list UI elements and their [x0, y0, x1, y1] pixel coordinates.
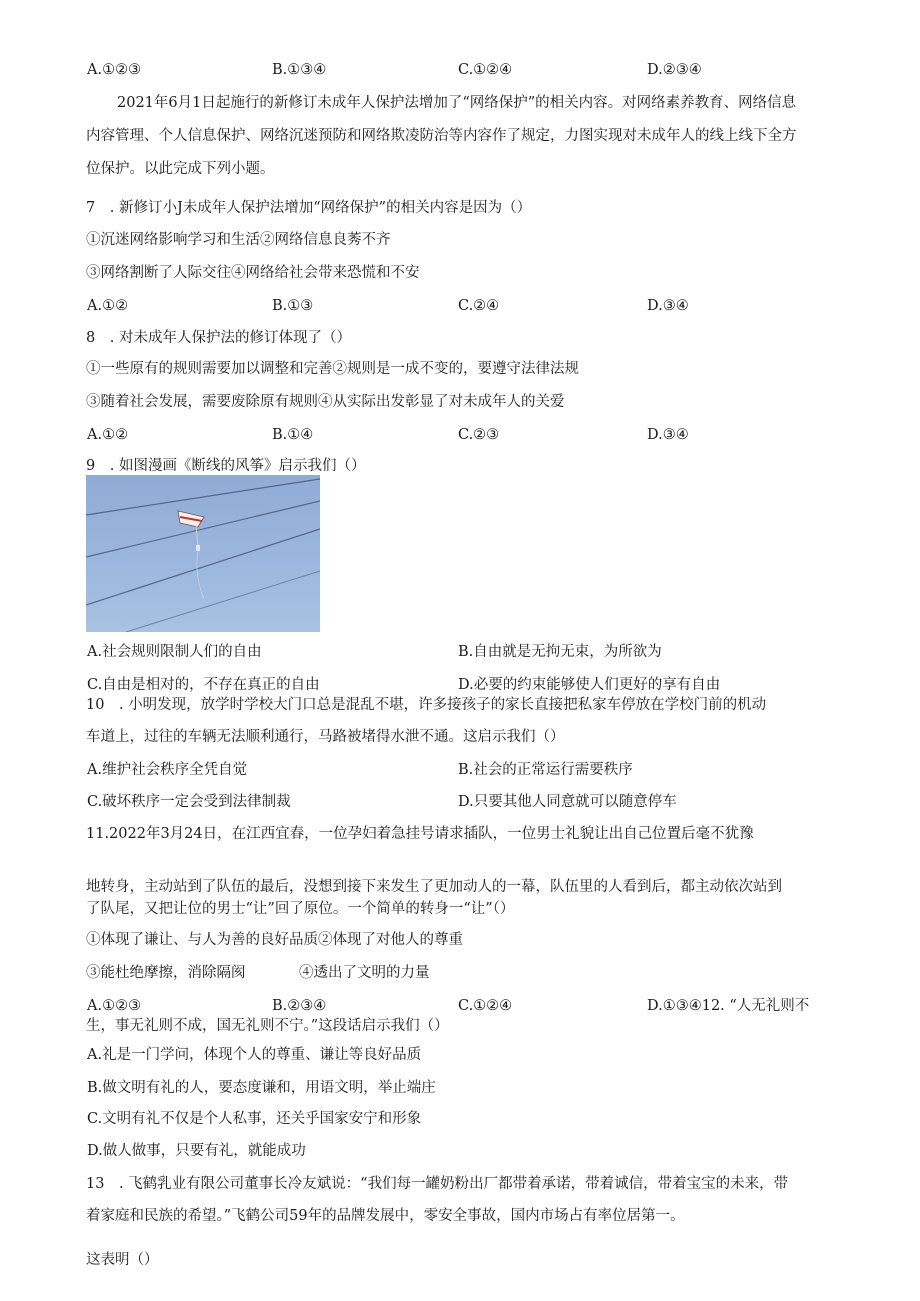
q11-option-c[interactable]: C.①②④	[458, 998, 513, 1014]
broken-kite-cartoon-image	[86, 475, 320, 632]
q8-option-d[interactable]: D.③④	[647, 427, 689, 443]
q11-stem-line-3: 了队尾，又把让位的男士“让”回了原位。一个简单的转身一“让”（）	[86, 901, 515, 917]
power-line-3	[86, 529, 320, 605]
q10-option-d[interactable]: D.只要其他人同意就可以随意停车	[458, 794, 677, 810]
q12-stem-cont: 生，事无礼则不成，国无礼则不宁。”这段话启示我们（）	[86, 1018, 449, 1034]
q10-stem-line-1: 10 . 小明发现，放学时学校大门口总是混乱不堪，许多接孩子的家长直接把私家车停放在学校门前的机动	[86, 697, 767, 713]
q9-option-c[interactable]: C.自由是相对的，不存在真正的自由	[87, 677, 320, 693]
q8-line-2: ③随着社会发展，需要废除原有规则④从实际出发彰显了对未成年人的关爱	[86, 394, 565, 410]
q11-line-3: ④透出了文明的力量	[299, 965, 430, 981]
q10-option-a[interactable]: A.维护社会秩序全凭自觉	[87, 762, 248, 778]
q7-option-b[interactable]: B.①③	[272, 298, 314, 314]
q6-option-c[interactable]: C.①②④	[458, 62, 513, 78]
q13-stem-line-3: 这表明（）	[86, 1252, 159, 1268]
q12-option-a[interactable]: A.礼是一门学问，体现个人的尊重、谦让等良好品质	[87, 1047, 422, 1063]
q12-option-d[interactable]: D.做人做事，只要有礼，就能成功	[87, 1143, 306, 1159]
q10-stem-line-2: 车道上，过往的车辆无法顺利通行，马路被堵得水泄不通。这启示我们（）	[86, 729, 565, 745]
q12-option-b[interactable]: B.做文明有礼的人，要态度谦和，用语文明，举止端庄	[87, 1080, 436, 1096]
q12-option-c[interactable]: C.文明有礼不仅是个人私事，还关乎国家安宁和形象	[87, 1111, 422, 1127]
q9-stem: 9 . 如图漫画《断线的风筝》启示我们（）	[86, 458, 366, 474]
q11-line-1: ①体现了谦让、与人为善的良好品质②体现了对他人的尊重	[86, 932, 463, 948]
q8-stem: 8 . 对未成年人保护法的修订体现了（）	[86, 330, 351, 346]
q11-stem-line-1: 11.2022年3月24日，在江西宜春，一位孕妇着急挂号请求插队，一位男士礼貌让出自己位置后毫不犹豫	[86, 826, 754, 842]
q7-stem: 7 . 新修订小J未成年人保护法增加“网络保护”的相关内容是因为（）	[86, 200, 532, 216]
q10-option-b[interactable]: B.社会的正常运行需要秩序	[458, 762, 633, 778]
q9-option-b[interactable]: B.自由就是无拘无束，为所欲为	[458, 644, 662, 660]
kite-icon	[178, 511, 204, 599]
q7-option-a[interactable]: A.①②	[87, 298, 129, 314]
q7-option-d[interactable]: D.③④	[647, 298, 689, 314]
q7-option-c[interactable]: C.②④	[458, 298, 500, 314]
kite-power-lines-drawing	[86, 475, 320, 632]
q8-option-b[interactable]: B.①④	[272, 427, 314, 443]
q11-option-b[interactable]: B.②③④	[272, 998, 327, 1014]
q10-option-c[interactable]: C.破坏秩序一定会受到法律制裁	[87, 794, 291, 810]
q13-stem-line-1: 13 . 飞鹤乳业有限公司董事长冷友斌说：“我们每一罐奶粉出厂都带着承诺，带着诚信，带着宝宝的未来，带	[86, 1176, 789, 1192]
q11-option-a[interactable]: A.①②③	[87, 998, 142, 1014]
q6-option-b[interactable]: B.①③④	[272, 62, 327, 78]
q6-option-a[interactable]: A.①②③	[87, 62, 142, 78]
q11-line-2: ③能杜绝摩擦，消除隔阂	[86, 965, 246, 981]
q11-stem-line-2: 地转身，主动站到了队伍的最后，没想到接下来发生了更加动人的一幕，队伍里的人看到后，都主动依次站到	[86, 879, 782, 895]
q6-option-d[interactable]: D.②③④	[647, 62, 702, 78]
q7-line-2: ③网络割断了人际交往④网络给社会带来恐慌和不安	[86, 265, 420, 281]
passage-line-3: 位保护。以此完成下列小题。	[86, 161, 275, 177]
passage-line-1: 2021年6月1日起施行的新修订未成年人保护法增加了“网络保护”的相关内容。对网络素养教育、网络信息	[117, 95, 797, 111]
q7-line-1: ①沉迷网络影响学习和生活②网络信息良莠不齐	[86, 232, 391, 248]
q8-line-1: ①一些原有的规则需要加以调整和完善②规则是一成不变的，要遵守法律法规	[86, 361, 579, 377]
q9-option-d[interactable]: D.必要的约束能够使人们更好的享有自由	[458, 677, 721, 693]
q11-option-d[interactable]: D.①③④12. “人无礼则不	[647, 998, 810, 1014]
power-line-4	[126, 571, 320, 632]
q8-option-a[interactable]: A.①②	[87, 427, 129, 443]
q8-option-c[interactable]: C.②③	[458, 427, 500, 443]
passage-line-2: 内容管理、个人信息保护、网络沉迷预防和网络欺凌防治等内容作了规定，力图实现对未成年人的线上线下全方	[86, 128, 797, 144]
q13-stem-line-2: 着家庭和民族的希望。”飞鹤公司59年的品牌发展中，零安全事故，国内市场占有率位居第一。	[86, 1208, 685, 1224]
q9-option-a[interactable]: A.社会规则限制人们的自由	[87, 644, 262, 660]
